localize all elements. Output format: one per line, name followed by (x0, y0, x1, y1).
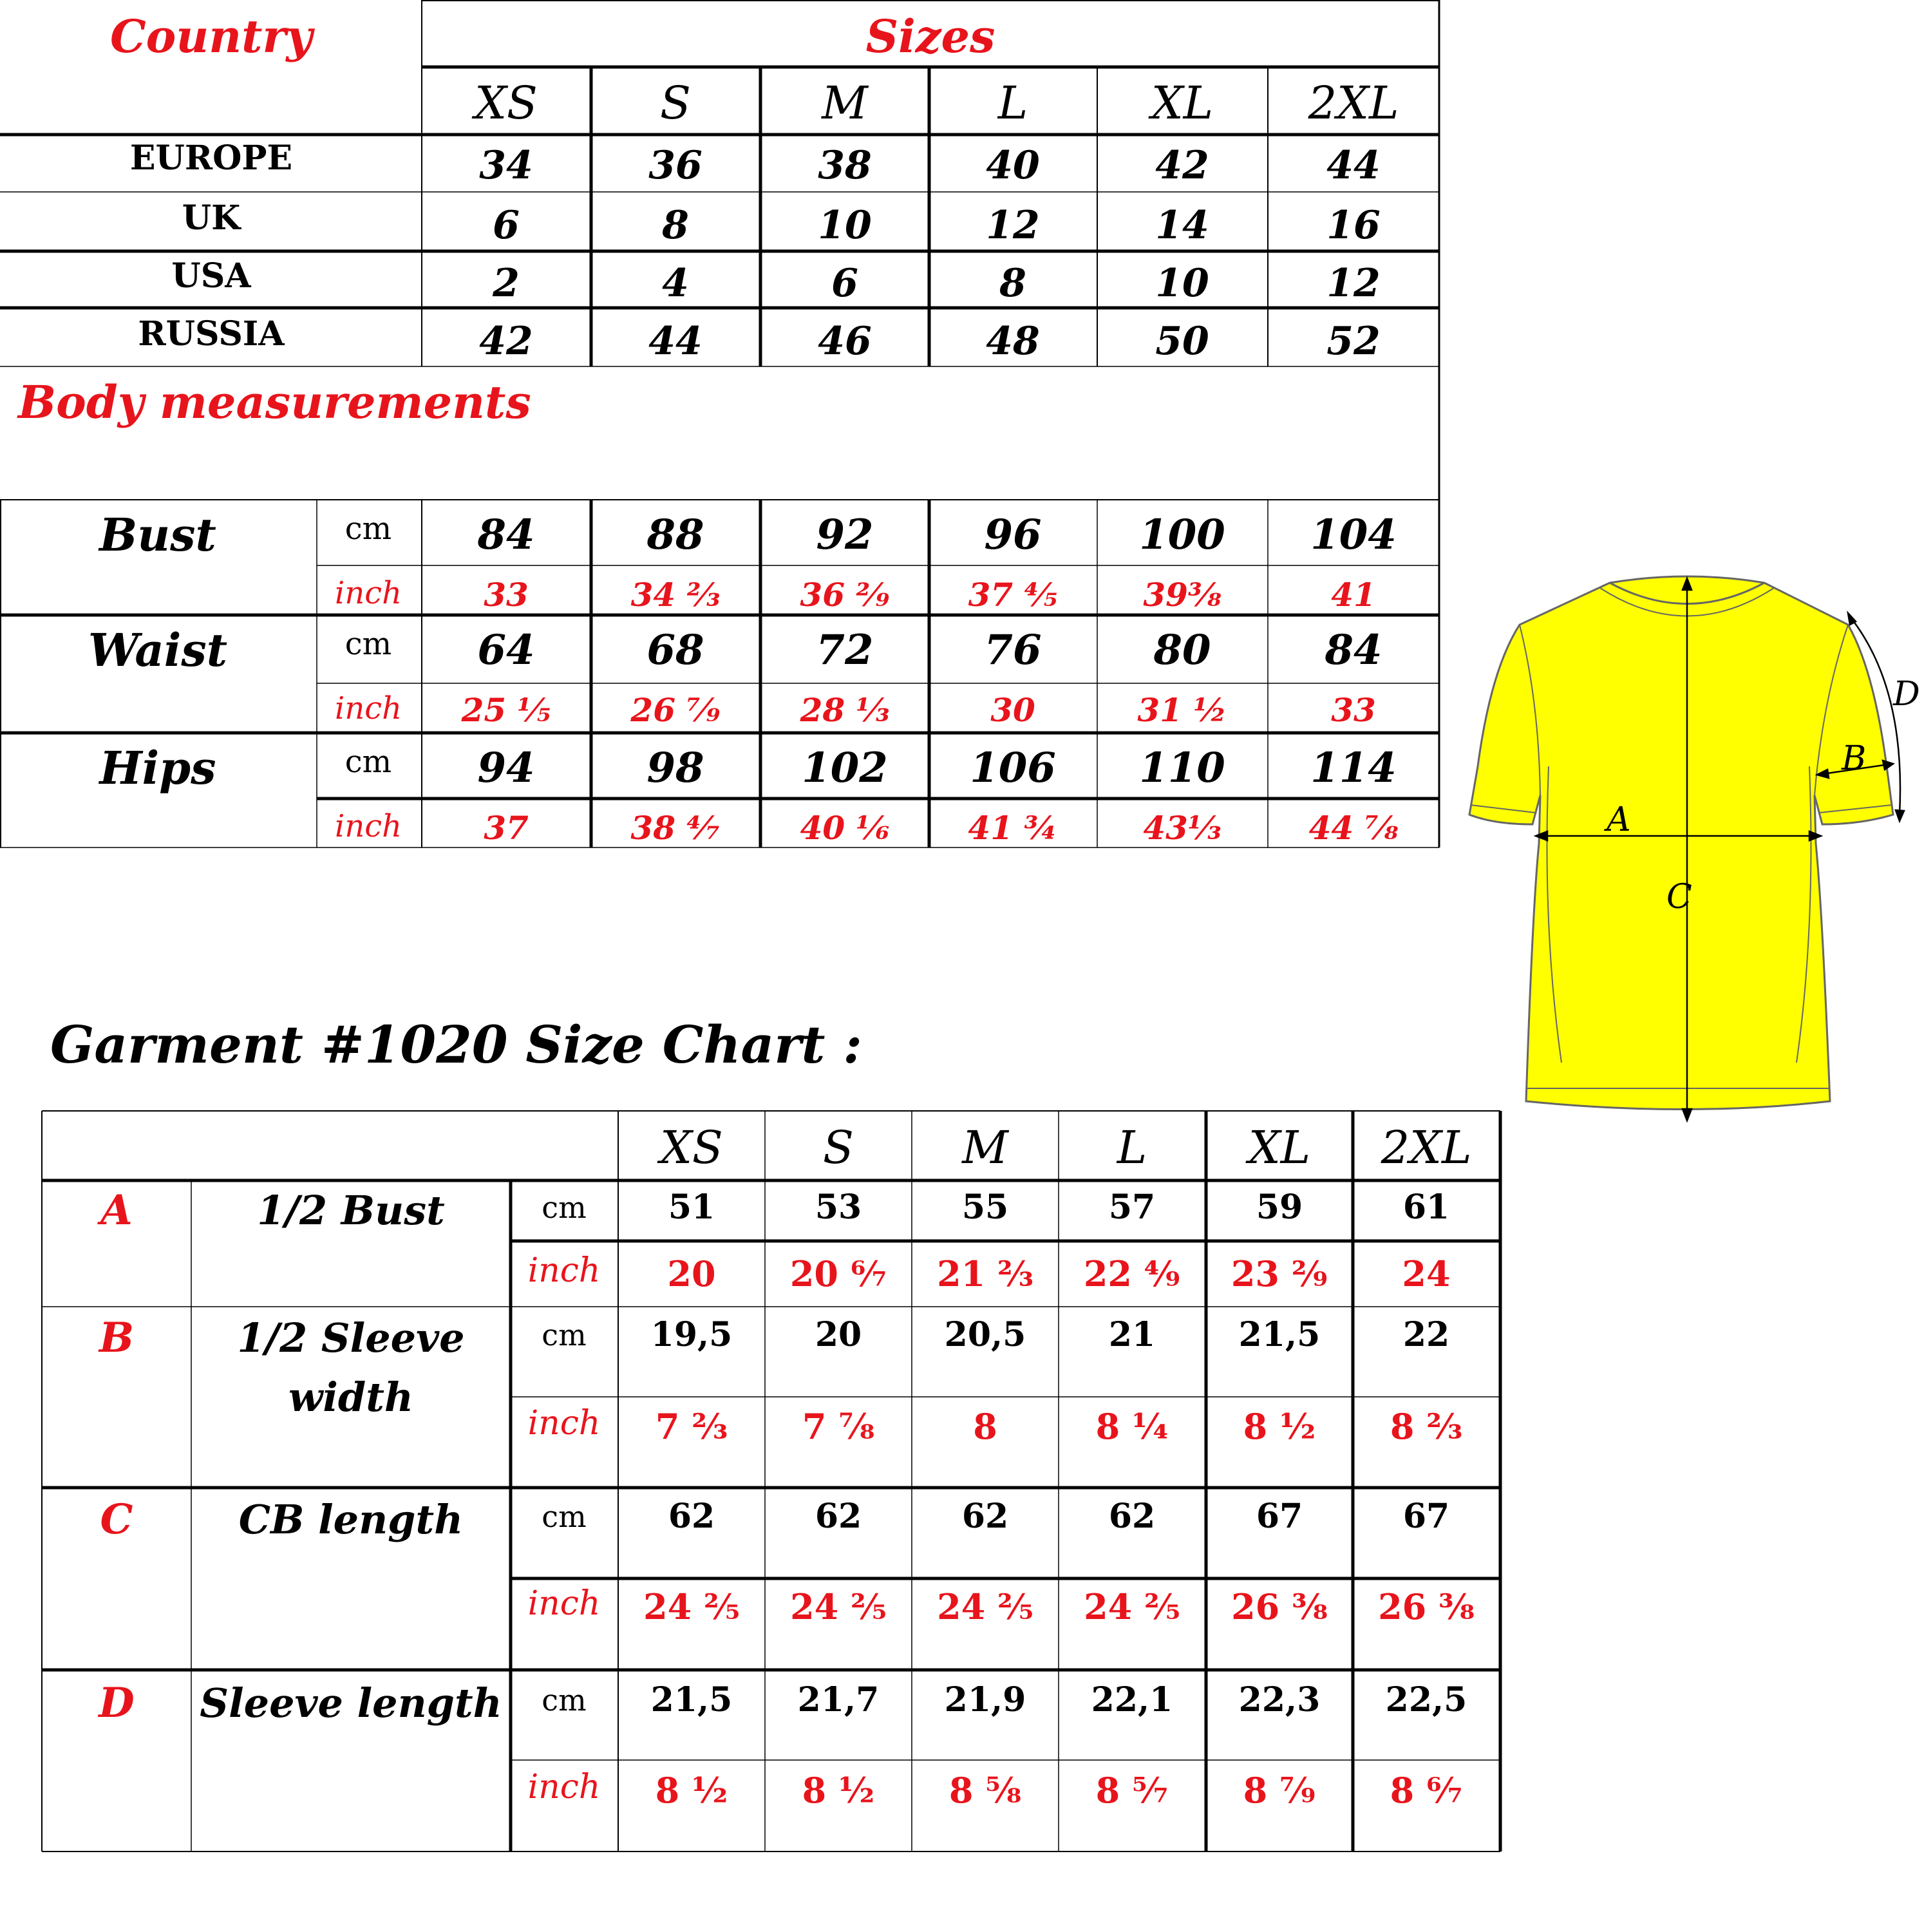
cm-value-cell: 94 (477, 744, 535, 792)
measurement-name: Sleeve length (200, 1680, 502, 1727)
cm-value-cell: 21,9 (944, 1680, 1026, 1719)
inch-value-cell: 33 (484, 576, 529, 614)
size-value-cell: 48 (986, 319, 1040, 364)
cm-value-cell: 84 (1325, 626, 1382, 674)
size-header: M (822, 77, 868, 129)
cm-value-cell: 62 (1108, 1497, 1156, 1536)
unit-cm-label: cm (542, 1499, 587, 1534)
inch-value-cell: 8 ⁵⁄₇ (1095, 1770, 1169, 1811)
size-header: S (823, 1121, 854, 1174)
cm-value-cell: 114 (1310, 744, 1397, 792)
cm-value-cell: 104 (1310, 511, 1397, 559)
cm-value-cell: 21 (1108, 1315, 1156, 1354)
inch-value-cell: 7 ⅔ (655, 1406, 728, 1447)
inch-value-cell: 37 ⅘ (968, 576, 1058, 614)
unit-cm-label: cm (542, 1318, 587, 1352)
size-value-cell: 36 (648, 143, 703, 188)
sizes-header: Sizes (865, 10, 995, 63)
tshirt-icon (1469, 576, 1893, 1110)
cm-value-cell: 84 (477, 511, 535, 559)
unit-inch-label: inch (527, 1251, 601, 1290)
inch-value-cell: 25 ⅕ (461, 691, 551, 729)
inch-value-cell: 34 ⅔ (630, 576, 721, 614)
cm-value-cell: 96 (984, 511, 1042, 559)
cm-value-cell: 21,7 (797, 1680, 880, 1719)
cm-value-cell: 19,5 (650, 1315, 733, 1354)
unit-cm-label: cm (344, 626, 392, 662)
inch-value-cell: 44 ⅞ (1308, 809, 1399, 847)
inch-value-cell: 41 ¾ (968, 809, 1058, 847)
label-b: B (1842, 739, 1867, 778)
cm-value-cell: 62 (668, 1497, 715, 1536)
inch-value-cell: 24 ⅖ (937, 1586, 1033, 1627)
measurement-name: Bust (99, 508, 216, 562)
inch-value-cell: 41 (1331, 576, 1376, 614)
cm-value-cell: 98 (646, 744, 704, 792)
size-value-cell: 10 (818, 203, 872, 248)
label-c: C (1666, 878, 1692, 916)
size-value-cell: 40 (986, 143, 1040, 188)
inch-value-cell: 40 ⅙ (800, 809, 890, 847)
inch-value-cell: 8 ½ (655, 1770, 728, 1811)
body-measurements-title: Body measurements (18, 375, 531, 429)
inch-value-cell: 38 ⁴⁄₇ (630, 809, 721, 847)
measurement-name: 1/2 Bust (257, 1187, 445, 1234)
size-value-cell: 6 (831, 261, 858, 306)
country-name: RUSSIA (138, 314, 285, 354)
label-a: A (1607, 800, 1631, 839)
inch-value-cell: 36 ²⁄₉ (800, 576, 890, 614)
inch-value-cell: 31 ½ (1137, 691, 1227, 729)
inch-value-cell: 26 ⅜ (1231, 1586, 1328, 1627)
size-header: XL (1151, 77, 1214, 129)
cm-value-cell: 22,1 (1091, 1680, 1173, 1719)
size-header: 2XL (1381, 1121, 1472, 1174)
size-value-cell: 8 (662, 203, 689, 248)
cm-value-cell: 62 (961, 1497, 1009, 1536)
row-letter: A (100, 1186, 133, 1235)
inch-value-cell: 8 ⁷⁄₉ (1243, 1770, 1316, 1811)
country-name: USA (171, 256, 251, 296)
unit-cm-label: cm (344, 744, 392, 780)
size-value-cell: 6 (493, 203, 520, 248)
country-name: EUROPE (129, 138, 293, 178)
unit-cm-label: cm (542, 1190, 587, 1225)
size-header: XS (660, 1121, 723, 1174)
size-value-cell: 16 (1326, 203, 1381, 248)
cm-value-cell: 59 (1256, 1188, 1303, 1227)
unit-inch-label: inch (527, 1768, 601, 1806)
label-d: D (1893, 675, 1920, 714)
inch-value-cell: 26 ⅜ (1378, 1586, 1475, 1627)
inch-value-cell: 8 ⅝ (948, 1770, 1022, 1811)
cm-value-cell: 100 (1139, 511, 1225, 559)
cm-value-cell: 53 (815, 1188, 862, 1227)
cm-value-cell: 92 (816, 511, 874, 559)
size-value-cell: 2 (493, 261, 520, 306)
inch-value-cell: 24 ⅖ (1084, 1586, 1180, 1627)
size-value-cell: 8 (999, 261, 1026, 306)
inch-value-cell: 30 (990, 691, 1035, 729)
size-header: XL (1248, 1121, 1311, 1174)
size-value-cell: 12 (986, 203, 1040, 248)
size-value-cell: 52 (1326, 319, 1381, 364)
size-header: L (1117, 1121, 1147, 1174)
inch-value-cell: 24 ⅖ (643, 1586, 740, 1627)
inch-value-cell: 8 ⅔ (1390, 1406, 1463, 1447)
size-value-cell: 44 (1326, 143, 1381, 188)
cm-value-cell: 62 (815, 1497, 862, 1536)
inch-value-cell: 26 ⁷⁄₉ (630, 691, 721, 729)
unit-inch-label: inch (527, 1584, 601, 1623)
cm-value-cell: 64 (477, 626, 535, 674)
inch-value-cell: 22 ⁴⁄₉ (1083, 1253, 1181, 1294)
unit-inch-label: inch (527, 1404, 601, 1443)
size-value-cell: 38 (818, 143, 872, 188)
country-name: UK (182, 198, 241, 238)
row-letter: B (99, 1314, 135, 1362)
cm-value-cell: 110 (1139, 744, 1225, 792)
cm-value-cell: 22 (1402, 1315, 1450, 1354)
inch-value-cell: 43⅓ (1143, 809, 1221, 847)
size-value-cell: 4 (662, 261, 689, 306)
size-header: L (997, 77, 1028, 129)
size-header: S (660, 77, 691, 129)
cm-value-cell: 57 (1108, 1188, 1156, 1227)
size-value-cell: 50 (1155, 319, 1209, 364)
cm-value-cell: 61 (1402, 1188, 1450, 1227)
measurement-name: Waist (88, 623, 228, 677)
inch-value-cell: 8 ¼ (1095, 1406, 1169, 1447)
unit-inch-label: inch (334, 808, 402, 844)
measurement-name: Hips (99, 741, 216, 795)
inch-value-cell: 28 ⅓ (800, 691, 890, 729)
inch-value-cell: 8 ½ (1243, 1406, 1316, 1447)
measurement-name: CB length (238, 1496, 464, 1543)
cm-value-cell: 67 (1402, 1497, 1450, 1536)
cm-value-cell: 20,5 (944, 1315, 1026, 1354)
size-header: 2XL (1308, 77, 1399, 129)
inch-value-cell: 8 ⁶⁄₇ (1390, 1770, 1463, 1811)
cm-value-cell: 21,5 (650, 1680, 733, 1719)
size-value-cell: 10 (1155, 261, 1209, 306)
size-value-cell: 34 (479, 143, 533, 188)
inch-value-cell: 8 ½ (802, 1770, 875, 1811)
inch-value-cell: 20 (667, 1253, 716, 1294)
inch-value-cell: 23 ²⁄₉ (1231, 1253, 1328, 1294)
cm-value-cell: 20 (815, 1315, 862, 1354)
size-value-cell: 42 (1155, 143, 1209, 188)
inch-value-cell: 37 (484, 809, 529, 847)
inch-value-cell: 7 ⅞ (802, 1406, 875, 1447)
size-value-cell: 12 (1326, 261, 1381, 306)
cm-value-cell: 22,3 (1238, 1680, 1321, 1719)
inch-value-cell: 33 (1331, 691, 1376, 729)
cm-value-cell: 22,5 (1385, 1680, 1467, 1719)
inch-value-cell: 20 ⁶⁄₇ (789, 1253, 887, 1294)
cm-value-cell: 67 (1256, 1497, 1303, 1536)
tshirt-diagram (1462, 573, 1924, 1133)
cm-value-cell: 55 (961, 1188, 1009, 1227)
cm-value-cell: 106 (970, 744, 1056, 792)
row-letter: D (99, 1679, 135, 1727)
unit-inch-label: inch (334, 575, 402, 611)
unit-cm-label: cm (344, 511, 392, 547)
inch-value-cell: 24 (1402, 1253, 1451, 1294)
cm-value-cell: 72 (816, 626, 874, 674)
size-value-cell: 44 (648, 319, 703, 364)
country-header: Country (109, 10, 313, 63)
size-value-cell: 46 (818, 319, 872, 364)
size-header: XS (475, 77, 538, 129)
garment-chart-title: Garment #1020 Size Chart : (50, 1014, 862, 1075)
size-value-cell: 42 (479, 319, 533, 364)
cm-value-cell: 68 (646, 626, 704, 674)
cm-value-cell: 51 (668, 1188, 715, 1227)
cm-value-cell: 21,5 (1238, 1315, 1321, 1354)
size-header: M (962, 1121, 1008, 1174)
cm-value-cell: 80 (1153, 626, 1211, 674)
inch-value-cell: 21 ⅔ (937, 1253, 1033, 1294)
cm-value-cell: 88 (646, 511, 704, 559)
measurement-name: 1/2 Sleeve (237, 1314, 465, 1361)
unit-inch-label: inch (334, 690, 402, 726)
unit-cm-label: cm (542, 1683, 587, 1718)
size-value-cell: 14 (1155, 203, 1209, 248)
measurement-name: width (288, 1374, 413, 1421)
inch-value-cell: 8 (973, 1406, 997, 1447)
cm-value-cell: 102 (802, 744, 888, 792)
inch-value-cell: 24 ⅖ (790, 1586, 887, 1627)
inch-value-cell: 39⅜ (1143, 576, 1221, 614)
cm-value-cell: 76 (984, 626, 1042, 674)
row-letter: C (100, 1495, 133, 1544)
